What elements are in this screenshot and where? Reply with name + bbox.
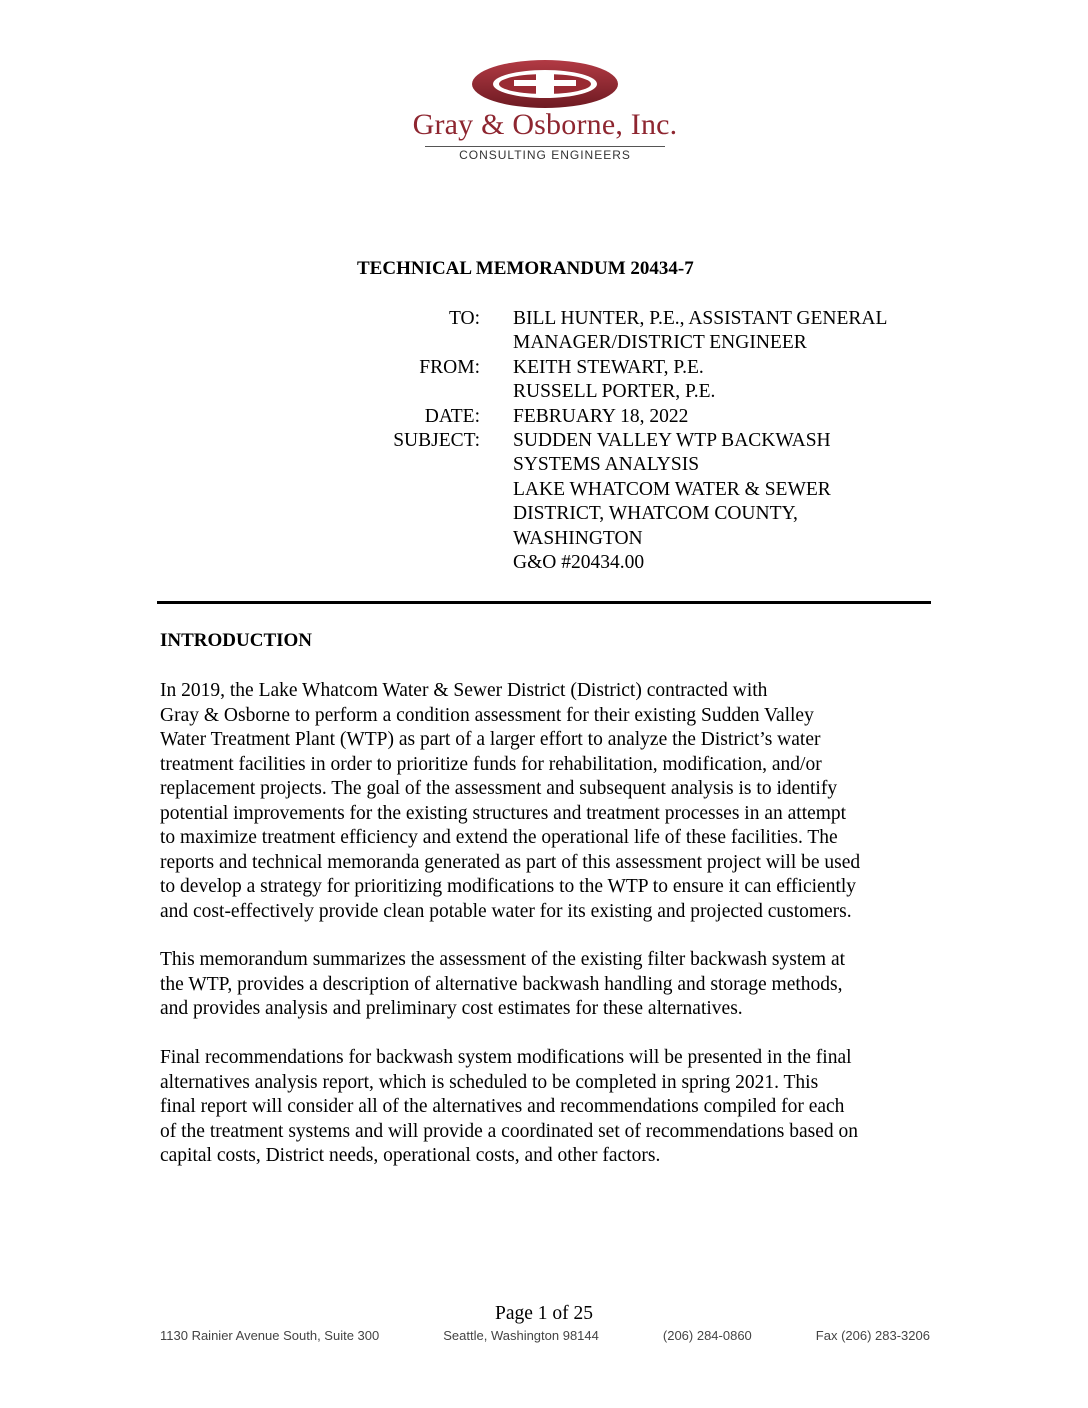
text-line: final report will consider all of the alternatives and recommendations compiled for each xyxy=(160,1096,845,1117)
text-line: capital costs, District needs, operational costs, and other factors. xyxy=(160,1145,661,1166)
subject-line: DISTRICT, WHATCOM COUNTY, xyxy=(513,503,798,525)
page-number: Page 1 of 25 xyxy=(494,1303,594,1324)
subject-line: WASHINGTON xyxy=(513,527,643,549)
letterhead xyxy=(370,58,720,168)
go-monogram-logo-icon xyxy=(470,58,620,110)
text-line: potential improvements for the existing structures and treatment processes in an attempt xyxy=(160,802,847,824)
to-row xyxy=(0,307,1088,356)
text-line: treatment facilities in order to prioritize funds for rehabilitation, modification, and/or xyxy=(160,753,822,775)
subject-line: G&O #20434.00 xyxy=(513,552,645,574)
memo-title: TECHNICAL MEMORANDUM 20434-7 xyxy=(357,258,694,279)
company-name: Gray & Osborne, Inc. xyxy=(412,108,678,141)
text-line: Gray & Osborne to perform a condition assessment for their existing Sudden Valley xyxy=(160,704,814,726)
footer-address: 1130 Rainier Avenue South, Suite 300 xyxy=(160,1328,380,1343)
section-heading: INTRODUCTION xyxy=(160,630,313,651)
from-row xyxy=(0,356,1088,405)
text-line: of the treatment systems and will provide a coordinated set of recommendations based on xyxy=(160,1120,859,1142)
letterhead-rule xyxy=(425,146,665,147)
to-line: MANAGER/DISTRICT ENGINEER xyxy=(513,332,807,354)
paragraph-3 xyxy=(160,1046,930,1169)
to-label: TO: xyxy=(448,308,480,329)
text-line: the WTP, provides a description of alternative backwash handling and storage methods, xyxy=(160,973,843,995)
subject-label: SUBJECT: xyxy=(393,430,480,452)
from-value xyxy=(513,356,715,405)
text-line: to maximize treatment efficiency and extend the operational life of these facilities. The xyxy=(160,827,838,848)
subject-line: SUDDEN VALLEY WTP BACKWASH xyxy=(513,430,831,452)
from-line: RUSSELL PORTER, P.E. xyxy=(513,381,716,403)
to-line: BILL HUNTER, P.E., ASSISTANT GENERAL xyxy=(513,308,888,329)
header-divider xyxy=(157,601,931,604)
text-line: and cost-effectively provide clean potable water for its existing and projected customers. xyxy=(160,900,852,922)
subject-line: SYSTEMS ANALYSIS xyxy=(513,454,700,476)
date-row xyxy=(0,405,1088,429)
memo-header xyxy=(0,307,1088,575)
from-line: KEITH STEWART, P.E. xyxy=(513,356,704,378)
paragraph-1 xyxy=(160,679,930,924)
text-line: to develop a strategy for prioritizing modifications to the WTP to ensure it can efficiently xyxy=(160,876,857,897)
text-line: This memorandum summarizes the assessment of the existing filter backwash system at xyxy=(160,949,846,970)
paragraph-2 xyxy=(160,948,930,1022)
footer-phone: (206) 284-0860 xyxy=(662,1328,752,1343)
text-line: Water Treatment Plant (WTP) as part of a larger effort to analyze the District’s water xyxy=(160,729,821,750)
text-line: Final recommendations for backwash system modifications will be presented in the final xyxy=(160,1047,852,1068)
text-line: alternatives analysis report, which is scheduled to be completed in spring 2021. This xyxy=(160,1071,819,1093)
text-line: In 2019, the Lake Whatcom Water & Sewer District (District) contracted with xyxy=(160,680,768,701)
text-line: and provides analysis and preliminary cost estimates for these alternatives. xyxy=(160,998,743,1019)
to-value xyxy=(513,307,887,356)
subject-row xyxy=(0,429,1088,575)
footer-fax: Fax (206) 283-3206 xyxy=(815,1328,930,1343)
subject-line: LAKE WHATCOM WATER & SEWER xyxy=(513,478,831,500)
subject-value xyxy=(513,429,831,575)
text-line: replacement projects. The goal of the assessment and subsequent analysis is to identify xyxy=(160,778,838,799)
company-tagline: CONSULTING ENGINEERS xyxy=(459,148,631,162)
from-label: FROM: xyxy=(419,356,480,378)
footer-city: Seattle, Washington 98144 xyxy=(443,1328,599,1343)
footer-contact xyxy=(160,1328,930,1343)
text-line: reports and technical memoranda generated as part of this assessment project will be used xyxy=(160,851,861,873)
date-value: FEBRUARY 18, 2022 xyxy=(513,405,689,427)
date-label: DATE: xyxy=(424,405,480,427)
